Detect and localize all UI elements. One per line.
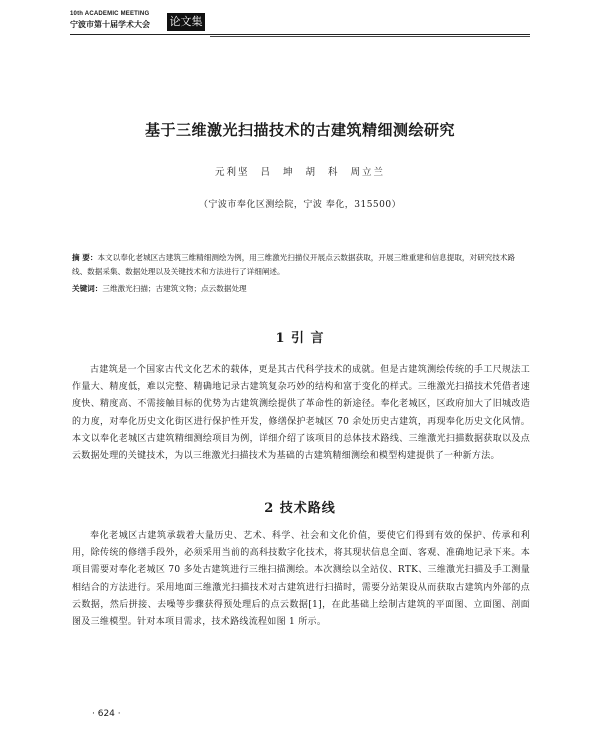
- section-2-heading: 2 技术路线: [264, 501, 336, 516]
- header-proceedings-badge: 论文集: [167, 13, 205, 31]
- header-rule: [70, 34, 530, 35]
- section-2-paragraph: 奉化老城区古建筑承载着大量历史、艺术、科学、社会和文化价值，要使它们得到有效的保护、传承和利用，除传统的修缮手段外，必须采用当前的高科技数字化技术，将其现状信息全面、客观、准确地记录下来。本项目需要对奉化老城区 70 多处古建筑进行三维扫描测绘。本次测绘以全站仪、RTK、三维激光扫描及手工测量相结合的方法进行。采用地面三维激光扫描技术对古建筑进行扫描时，需要分站架设从而获取古建筑内外部的点云数据，然后拼接、去噪等步骤获得预处理后的点云数据[1]，在此基础上绘制古建筑的平面图、立面图、剖面图及三维模型。针对本项目需求，技术路线流程如图 1 所示。: [72, 531, 530, 628]
- section-1-heading: 1 引 言: [275, 331, 325, 346]
- paper-affiliation: （宁波市奉化区测绘院，宁波 奉化，315500）: [198, 200, 402, 210]
- abstract-label: 摘 要：: [72, 253, 98, 262]
- keywords-text: 三维激光扫描；古建筑文物；点云数据处理: [102, 284, 247, 293]
- keywords: [72, 282, 530, 296]
- section-1-paragraph: 古建筑是一个国家古代文化艺术的载体，更是其古代科学技术的成就。但是古建筑测绘传统的手工尺规法工作量大、精度低，难以完整、精确地记录古建筑复杂巧妙的结构和富于变化的样式。三维激光扫描技术凭借者速度快、精度高、不需接触目标的优势为古建筑测绘提供了革命性的新途径。奉化老城区，区政府加大了旧城改造的力度，对奉化历史文化街区进行保护性开发，修缮保护老城区 70 余处历史古建筑，再现奉化历史文化风情。本文以奉化老城区古建筑精细测绘项目为例，详细介绍了该项目的总体技术路线、三维激光扫描数据获取以及点云数据处理的关键技术，为以三维激光扫描技术为基础的古建筑精细测绘和模型构建提供了一种新方法。: [72, 365, 530, 462]
- keywords-label: 关键词：: [72, 284, 103, 293]
- header-english-line: 10th ACADEMIC MEETING: [70, 11, 150, 17]
- paper-title: 基于三维激光扫描技术的古建筑精细测绘研究: [144, 121, 455, 139]
- paper-authors: 元利坚 吕 坤 胡 科 周立兰: [214, 167, 386, 178]
- abstract-text: 本文以奉化老城区古建筑三维精细测绘为例，用三维激光扫描仪开展点云数据获取，开展三维重建和信息提取，对研究技术路线、数据采集、数据处理以及关键技术和方法进行了详细阐述。: [72, 253, 516, 276]
- page-number: · 624 ·: [92, 709, 121, 719]
- header-chinese-line: 宁波市第十届学术大会: [70, 20, 150, 29]
- header-rule-secondary: [210, 36, 530, 37]
- header-meeting-name: [70, 11, 162, 33]
- abstract: [72, 251, 530, 278]
